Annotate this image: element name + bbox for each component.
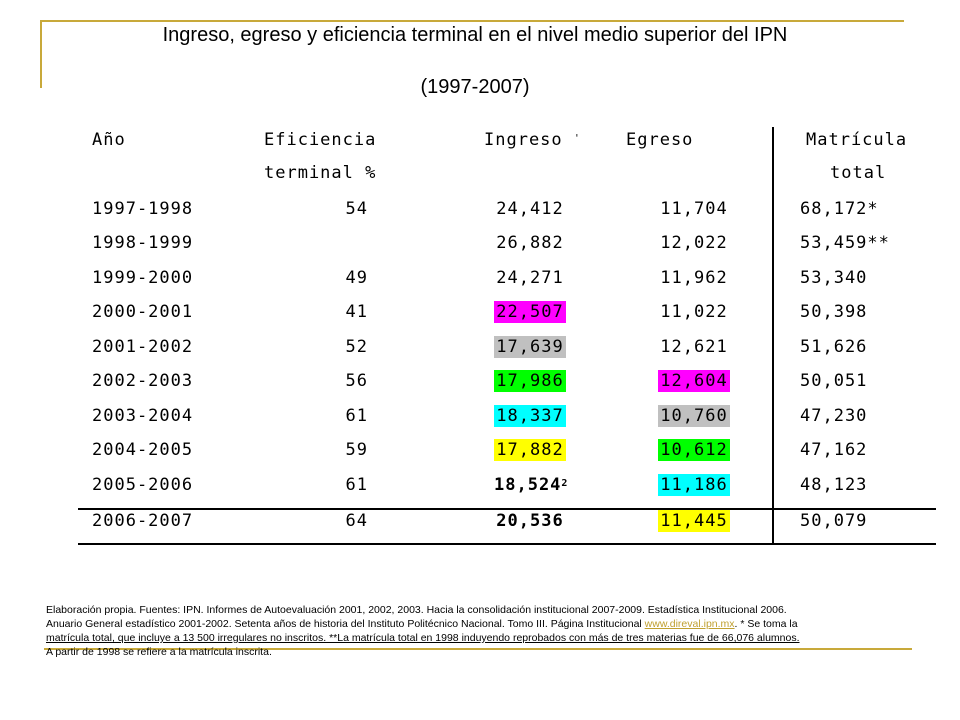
row-2000-egreso: 11,022 [660, 302, 728, 322]
table-vertical-divider [772, 127, 774, 545]
row-2006-year: 2006-2007 [92, 511, 194, 531]
row-2005-ingreso: 18,524 [494, 475, 562, 495]
header-year: Año [92, 130, 126, 150]
row-2003-egreso: 10,760 [660, 406, 728, 426]
row-2006-ingreso: 20,536 [496, 511, 564, 531]
row-2003-ingreso: 18,337 [496, 406, 564, 426]
row-1997-efficiency: 54 [345, 199, 368, 219]
row-1998-year: 1998-1999 [92, 233, 194, 253]
row-2005-ingreso-footnote: 2 [561, 478, 569, 489]
row-2004-efficiency: 59 [345, 440, 368, 460]
footnote-line-2 [46, 617, 926, 631]
header-ingreso [484, 130, 581, 152]
table-bottom-border [78, 543, 936, 545]
row-2002-egreso-cell [658, 371, 730, 393]
row-2002-year: 2002-2003 [92, 371, 194, 391]
row-2003-matricula: 47,230 [800, 406, 868, 426]
table-row-divider [78, 508, 936, 510]
row-2003-egreso-cell [658, 406, 730, 428]
row-2005-efficiency: 61 [345, 475, 368, 495]
data-table [78, 127, 936, 545]
row-1999-matricula: 53,340 [800, 268, 868, 288]
page-subtitle: (1997-2007) [420, 76, 530, 98]
row-2001-year: 2001-2002 [92, 337, 194, 357]
row-2001-matricula: 51,626 [800, 337, 868, 357]
row-2005-matricula: 48,123 [800, 475, 868, 495]
row-2006-egreso-cell [658, 511, 730, 533]
row-2002-efficiency: 56 [345, 371, 368, 391]
decorative-top-rule [40, 20, 904, 22]
row-1999-ingreso: 24,271 [496, 268, 564, 288]
header-efficiency-line2: terminal % [264, 163, 377, 183]
row-2000-efficiency: 41 [345, 302, 368, 322]
row-2002-ingreso-cell [494, 371, 566, 393]
row-2003-efficiency: 61 [345, 406, 368, 426]
row-2001-efficiency: 52 [345, 337, 368, 357]
row-2004-egreso: 10,612 [660, 440, 728, 460]
footnote-link[interactable]: www.direval.ipn.mx [644, 618, 735, 630]
row-2005-egreso: 11,186 [660, 475, 728, 495]
source-footnote [46, 603, 926, 659]
row-1998-efficiency [328, 233, 368, 255]
header-egreso: Egreso [626, 130, 694, 150]
header-matricula-line2: total [830, 163, 887, 183]
row-2006-efficiency: 64 [345, 511, 368, 531]
footnote-line-4: A partir de 1998 se refiere a la matrícula inscrita. [46, 646, 272, 658]
page-title: Ingreso, egreso y eficiencia terminal en el nivel medio superior del IPN [162, 24, 788, 46]
row-2000-matricula: 50,398 [800, 302, 868, 322]
row-1997-egreso: 11,704 [660, 199, 728, 219]
row-1999-year: 1999-2000 [92, 268, 194, 288]
row-1997-year: 1997-1998 [92, 199, 194, 219]
row-2006-egreso: 11,445 [660, 511, 728, 531]
row-2004-ingreso: 17,882 [496, 440, 564, 460]
row-2006-matricula: 50,079 [800, 511, 868, 531]
row-1999-efficiency: 49 [345, 268, 368, 288]
footnote-line-3: matrícula total, que incluye a 13 500 irregulares no inscritos. **La matrícula total en 1998 induyendo reprobados con más de tres materias fue de 66,076 alumnos. [46, 632, 800, 644]
footnote-line-1: Elaboración propia. Fuentes: IPN. Informes de Autoevaluación 2001, 2002, 2003. Hacia la consolidación institucional 2007-2009. Estadística Institucional 2006. [46, 604, 787, 616]
header-matricula-line1: Matrícula [806, 130, 908, 150]
row-1998-matricula: 53,459** [800, 233, 890, 253]
row-2001-egreso: 12,621 [660, 337, 728, 357]
row-2002-egreso: 12,604 [660, 371, 728, 391]
row-2005-year: 2005-2006 [92, 475, 194, 495]
header-ingreso-label: Ingreso [484, 130, 563, 150]
row-2002-matricula: 50,051 [800, 371, 868, 391]
row-2005-egreso-cell [658, 475, 730, 497]
header-efficiency-line1: Eficiencia [264, 130, 377, 150]
row-1998-egreso: 12,022 [660, 233, 728, 253]
row-2004-year: 2004-2005 [92, 440, 194, 460]
row-2002-ingreso: 17,986 [496, 371, 564, 391]
row-1997-matricula: 68,172* [800, 199, 879, 219]
row-1999-egreso: 11,962 [660, 268, 728, 288]
row-2001-ingreso: 17,639 [496, 337, 564, 357]
row-2004-egreso-cell [658, 440, 730, 462]
row-1997-ingreso: 24,412 [496, 199, 564, 219]
row-2004-matricula: 47,162 [800, 440, 868, 460]
row-2004-ingreso-cell [494, 440, 566, 462]
row-2003-year: 2003-2004 [92, 406, 194, 426]
row-2001-ingreso-cell [494, 337, 566, 359]
footnote-line-2a: Anuario General estadístico 2001-2002. Setenta años de historia del Instituto Politécnico Nacional. Tomo III. Página Institucional [46, 618, 645, 630]
row-2000-ingreso: 22,507 [496, 302, 564, 322]
row-1998-ingreso: 26,882 [496, 233, 564, 253]
row-2003-ingreso-cell [494, 406, 566, 428]
row-2005-ingreso-cell [494, 475, 569, 497]
header-ingreso-mark: ' [573, 133, 581, 144]
row-2000-ingreso-cell [494, 302, 566, 324]
footnote-line-2b: . * Se toma la [734, 618, 798, 630]
row-2000-year: 2000-2001 [92, 302, 194, 322]
